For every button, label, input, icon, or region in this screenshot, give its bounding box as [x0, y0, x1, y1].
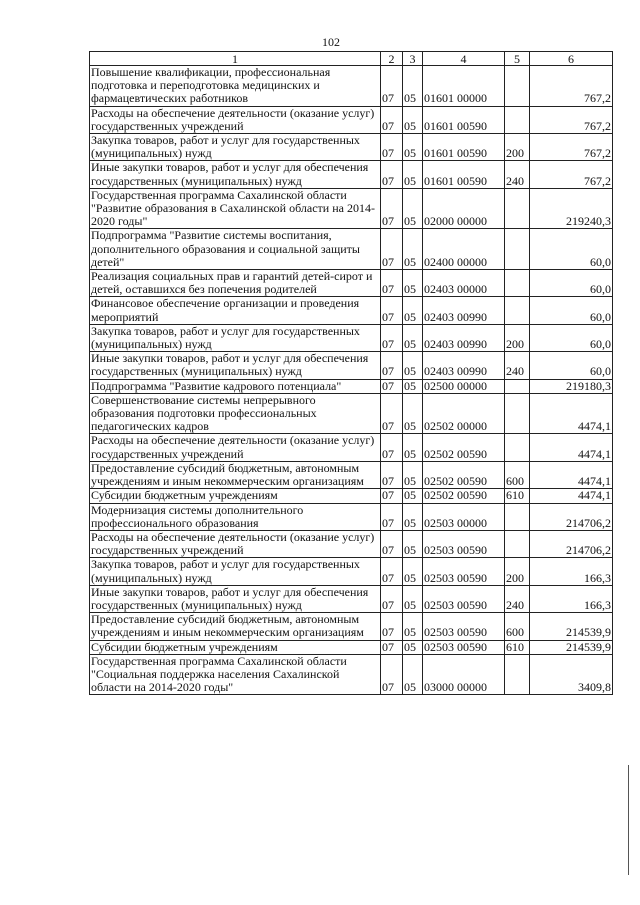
expense-type-cell: 200 [505, 324, 530, 351]
row-name-cell: Расходы на обеспечение деятельности (оказание услуг) государственных учреждений [90, 530, 381, 557]
target-article-cell: 02502 00590 [423, 489, 505, 503]
column-header: 6 [530, 52, 613, 66]
expense-type-cell: 240 [505, 352, 530, 379]
amount-cell: 219180,3 [530, 379, 613, 393]
expense-type-cell [505, 66, 530, 107]
row-name-cell: Подпрограмма "Развитие кадрового потенциала" [90, 379, 381, 393]
table-body [90, 66, 613, 695]
table-row [90, 270, 613, 297]
expense-type-cell [505, 530, 530, 557]
amount-cell: 767,2 [530, 66, 613, 107]
table-row [90, 613, 613, 640]
amount-cell: 214539,9 [530, 613, 613, 640]
table-row [90, 558, 613, 585]
table-row [90, 66, 613, 107]
target-article-cell: 02502 00590 [423, 461, 505, 488]
expense-type-cell [505, 106, 530, 133]
expense-type-cell: 610 [505, 489, 530, 503]
table-row [90, 585, 613, 612]
section-cell: 07 [381, 654, 403, 695]
target-article-cell: 02503 00590 [423, 613, 505, 640]
subsection-cell: 05 [403, 461, 423, 488]
target-article-cell: 02000 00000 [423, 188, 505, 229]
target-article-cell: 02403 00990 [423, 324, 505, 351]
budget-table [89, 51, 613, 695]
scan-edge-line [628, 765, 629, 875]
section-cell: 07 [381, 585, 403, 612]
amount-cell: 214706,2 [530, 503, 613, 530]
amount-cell: 767,2 [530, 106, 613, 133]
table-row [90, 503, 613, 530]
section-cell: 07 [381, 134, 403, 161]
row-name-cell: Модернизация системы дополнительного профессионального образования [90, 503, 381, 530]
table-row [90, 461, 613, 488]
subsection-cell: 05 [403, 379, 423, 393]
amount-cell: 60,0 [530, 324, 613, 351]
target-article-cell: 02400 00000 [423, 229, 505, 270]
table-row [90, 229, 613, 270]
section-cell: 07 [381, 613, 403, 640]
row-name-cell: Закупка товаров, работ и услуг для государственных (муниципальных) нужд [90, 324, 381, 351]
subsection-cell: 05 [403, 530, 423, 557]
amount-cell: 60,0 [530, 297, 613, 324]
target-article-cell: 01601 00590 [423, 161, 505, 188]
target-article-cell: 02502 00000 [423, 393, 505, 434]
section-cell: 07 [381, 558, 403, 585]
row-name-cell: Закупка товаров, работ и услуг для государственных (муниципальных) нужд [90, 134, 381, 161]
table-row [90, 134, 613, 161]
target-article-cell: 01601 00590 [423, 134, 505, 161]
section-cell: 07 [381, 106, 403, 133]
target-article-cell: 01601 00000 [423, 66, 505, 107]
table-row [90, 161, 613, 188]
subsection-cell: 05 [403, 654, 423, 695]
amount-cell: 60,0 [530, 352, 613, 379]
target-article-cell: 02403 00990 [423, 297, 505, 324]
amount-cell: 4474,1 [530, 461, 613, 488]
table-row [90, 352, 613, 379]
target-article-cell: 02503 00590 [423, 585, 505, 612]
table-row [90, 393, 613, 434]
target-article-cell: 02500 00000 [423, 379, 505, 393]
table-row [90, 379, 613, 393]
amount-cell: 4474,1 [530, 434, 613, 461]
section-cell: 07 [381, 393, 403, 434]
subsection-cell: 05 [403, 161, 423, 188]
amount-cell: 4474,1 [530, 489, 613, 503]
row-name-cell: Совершенствование системы непрерывного образования подготовки профессиональных педагогических кадров [90, 393, 381, 434]
expense-type-cell [505, 188, 530, 229]
expense-type-cell [505, 297, 530, 324]
amount-cell: 219240,3 [530, 188, 613, 229]
row-name-cell: Иные закупки товаров, работ и услуг для обеспечения государственных (муниципальных) нужд [90, 585, 381, 612]
expense-type-cell [505, 270, 530, 297]
expense-type-cell: 610 [505, 640, 530, 654]
expense-type-cell [505, 434, 530, 461]
target-article-cell: 02403 00000 [423, 270, 505, 297]
target-article-cell: 01601 00590 [423, 106, 505, 133]
table-row [90, 434, 613, 461]
section-cell: 07 [381, 229, 403, 270]
table-row [90, 188, 613, 229]
subsection-cell: 05 [403, 106, 423, 133]
section-cell: 07 [381, 434, 403, 461]
section-cell: 07 [381, 379, 403, 393]
subsection-cell: 05 [403, 613, 423, 640]
expense-type-cell: 200 [505, 558, 530, 585]
expense-type-cell [505, 654, 530, 695]
table-row [90, 489, 613, 503]
row-name-cell: Реализация социальных прав и гарантий детей-сирот и детей, оставшихся без попечения родителей [90, 270, 381, 297]
section-cell: 07 [381, 297, 403, 324]
column-header: 3 [403, 52, 423, 66]
target-article-cell: 03000 00000 [423, 654, 505, 695]
amount-cell: 3409,8 [530, 654, 613, 695]
row-name-cell: Субсидии бюджетным учреждениям [90, 489, 381, 503]
table-row [90, 324, 613, 351]
target-article-cell: 02503 00590 [423, 558, 505, 585]
target-article-cell: 02503 00590 [423, 640, 505, 654]
header-row [90, 52, 613, 66]
table-row [90, 297, 613, 324]
amount-cell: 4474,1 [530, 393, 613, 434]
subsection-cell: 05 [403, 324, 423, 351]
row-name-cell: Государственная программа Сахалинской области "Развитие образования в Сахалинской области на 2014-2020 годы" [90, 188, 381, 229]
subsection-cell: 05 [403, 352, 423, 379]
section-cell: 07 [381, 530, 403, 557]
amount-cell: 214706,2 [530, 530, 613, 557]
expense-type-cell [505, 379, 530, 393]
subsection-cell: 05 [403, 640, 423, 654]
row-name-cell: Подпрограмма "Развитие системы воспитания, дополнительного образования и социальной защиты детей" [90, 229, 381, 270]
expense-type-cell [505, 503, 530, 530]
expense-type-cell: 600 [505, 461, 530, 488]
target-article-cell: 02502 00590 [423, 434, 505, 461]
row-name-cell: Финансовое обеспечение организации и проведения мероприятий [90, 297, 381, 324]
column-header: 5 [505, 52, 530, 66]
table-row [90, 106, 613, 133]
expense-type-cell: 240 [505, 585, 530, 612]
subsection-cell: 05 [403, 66, 423, 107]
row-name-cell: Иные закупки товаров, работ и услуг для обеспечения государственных (муниципальных) нужд [90, 352, 381, 379]
amount-cell: 60,0 [530, 270, 613, 297]
section-cell: 07 [381, 188, 403, 229]
target-article-cell: 02503 00590 [423, 530, 505, 557]
amount-cell: 166,3 [530, 585, 613, 612]
row-name-cell: Иные закупки товаров, работ и услуг для обеспечения государственных (муниципальных) нужд [90, 161, 381, 188]
row-name-cell: Расходы на обеспечение деятельности (оказание услуг) государственных учреждений [90, 106, 381, 133]
target-article-cell: 02503 00000 [423, 503, 505, 530]
column-header: 1 [90, 52, 381, 66]
subsection-cell: 05 [403, 134, 423, 161]
page-number: 102 [322, 35, 340, 49]
row-name-cell: Предоставление субсидий бюджетным, автономным учреждениям и иным некоммерческим организациям [90, 461, 381, 488]
section-cell: 07 [381, 161, 403, 188]
subsection-cell: 05 [403, 188, 423, 229]
amount-cell: 767,2 [530, 134, 613, 161]
subsection-cell: 05 [403, 434, 423, 461]
section-cell: 07 [381, 66, 403, 107]
expense-type-cell [505, 393, 530, 434]
subsection-cell: 05 [403, 558, 423, 585]
subsection-cell: 05 [403, 229, 423, 270]
row-name-cell: Закупка товаров, работ и услуг для государственных (муниципальных) нужд [90, 558, 381, 585]
amount-cell: 60,0 [530, 229, 613, 270]
section-cell: 07 [381, 640, 403, 654]
amount-cell: 767,2 [530, 161, 613, 188]
expense-type-cell: 200 [505, 134, 530, 161]
target-article-cell: 02403 00990 [423, 352, 505, 379]
table-row [90, 640, 613, 654]
expense-type-cell [505, 229, 530, 270]
row-name-cell: Предоставление субсидий бюджетным, автономным учреждениям и иным некоммерческим организациям [90, 613, 381, 640]
section-cell: 07 [381, 352, 403, 379]
subsection-cell: 05 [403, 297, 423, 324]
section-cell: 07 [381, 324, 403, 351]
column-header: 2 [381, 52, 403, 66]
subsection-cell: 05 [403, 585, 423, 612]
section-cell: 07 [381, 270, 403, 297]
row-name-cell: Расходы на обеспечение деятельности (оказание услуг) государственных учреждений [90, 434, 381, 461]
row-name-cell: Повышение квалификации, профессиональная подготовка и переподготовка медицинских и фармацевтических работников [90, 66, 381, 107]
row-name-cell: Государственная программа Сахалинской области "Социальная поддержка населения Сахалинской области на 2014-2020 годы" [90, 654, 381, 695]
expense-type-cell: 240 [505, 161, 530, 188]
subsection-cell: 05 [403, 270, 423, 297]
section-cell: 07 [381, 461, 403, 488]
expense-type-cell: 600 [505, 613, 530, 640]
subsection-cell: 05 [403, 503, 423, 530]
table-row [90, 530, 613, 557]
table-row [90, 654, 613, 695]
column-header: 4 [423, 52, 505, 66]
row-name-cell: Субсидии бюджетным учреждениям [90, 640, 381, 654]
subsection-cell: 05 [403, 393, 423, 434]
amount-cell: 166,3 [530, 558, 613, 585]
subsection-cell: 05 [403, 489, 423, 503]
amount-cell: 214539,9 [530, 640, 613, 654]
section-cell: 07 [381, 489, 403, 503]
section-cell: 07 [381, 503, 403, 530]
